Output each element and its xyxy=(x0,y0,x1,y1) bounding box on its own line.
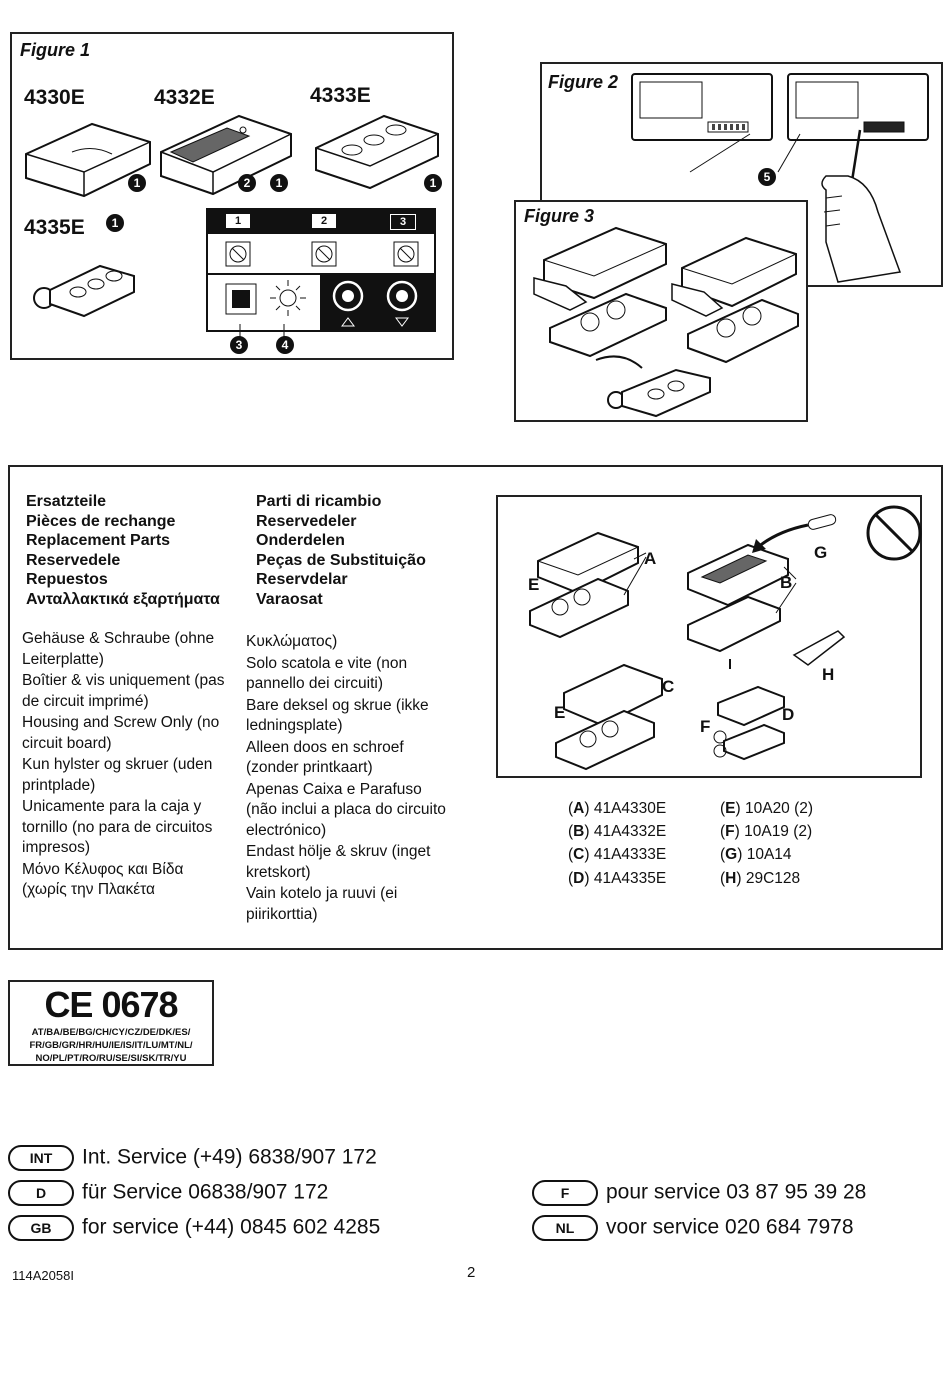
part-code: 29C128 xyxy=(745,869,801,887)
callout-1-a: 1 xyxy=(128,174,146,192)
part-letter: A xyxy=(573,800,585,817)
heading-no: Reservedeler xyxy=(256,512,357,530)
heading-nl: Onderdelen xyxy=(256,532,345,550)
part-letter: E xyxy=(725,800,736,817)
model-4333e: 4333E xyxy=(310,84,371,107)
desc-da: Kun hylster og skruer (uden printplade) xyxy=(22,756,213,794)
desc-de: Gehäuse & Schraube (ohne Leiterplatte) xyxy=(22,630,215,668)
diagram-letter-h: H xyxy=(822,665,835,684)
headings-left xyxy=(26,492,220,610)
service-nl xyxy=(532,1215,854,1241)
part-code: 41A4330E xyxy=(593,800,667,817)
descriptions-right xyxy=(246,632,456,926)
desc-it: Solo scatola e vite (non pannello dei circuiti) xyxy=(246,654,408,692)
callout-2: 2 xyxy=(238,174,256,192)
desc-el-cont: Κυκλώματος) xyxy=(246,633,338,650)
service-f xyxy=(532,1180,866,1206)
part-letter: B xyxy=(573,823,585,841)
remote-4333e-drawing xyxy=(312,106,442,196)
parts-list-right xyxy=(720,797,813,890)
part-row-b: (B) 41A4332E xyxy=(568,823,667,841)
service-text: Int. Service (+49) 6838/907 172 xyxy=(82,1145,377,1169)
desc-nl: Alleen doos en schroef (zonder printkaart) xyxy=(246,738,404,776)
desc-el: Μόνο Κέλυφος και Βίδα (χωρίς την Πλακέτα xyxy=(22,860,184,898)
heading-pt: Peças de Substituição xyxy=(256,551,426,569)
callout-3: 3 xyxy=(230,336,248,354)
part-row-f: (F) 10A19 (2) xyxy=(720,823,813,841)
diagram-letter-c: C xyxy=(662,677,675,696)
heading-es: Repuestos xyxy=(26,571,108,589)
part-letter: D xyxy=(573,869,585,887)
model-4332e: 4332E xyxy=(154,86,215,109)
service-text: for service (+44) 0845 602 4285 xyxy=(82,1215,381,1239)
country-badge-gb: GB xyxy=(8,1215,74,1241)
part-letter: C xyxy=(573,846,585,864)
indicator-dials xyxy=(208,234,434,330)
part-letter: G xyxy=(725,846,738,864)
indicator-number-2: 2 xyxy=(312,214,336,228)
indicator-number-3: 3 xyxy=(390,214,416,230)
country-badge-int: INT xyxy=(8,1145,74,1171)
service-text: voor service 020 684 7978 xyxy=(606,1215,854,1239)
ce-countries-1: AT/BA/BE/BG/CH/CY/CZ/DE/DK/ES/ xyxy=(31,1027,191,1038)
headings-right xyxy=(256,492,426,610)
desc-fi: Vain kotelo ja ruuvi (ei piirikorttia) xyxy=(246,885,398,923)
model-4335e: 4335E xyxy=(24,216,85,239)
callout-1-b: 1 xyxy=(270,174,288,192)
ce-mark-box xyxy=(8,980,214,1066)
ce-countries-3: NO/PL/PT/RO/RU/SE/SI/SK/TR/YU xyxy=(35,1053,187,1064)
desc-sv: Endast hölje & skruv (inget kretskort) xyxy=(246,843,431,881)
part-row-h: (H) 29C128 xyxy=(720,869,801,887)
diagram-letter-e1: E xyxy=(528,575,540,594)
part-code: 41A4333E xyxy=(593,846,667,864)
part-row-d: (D) 41A4335E xyxy=(568,869,667,887)
part-row-c: (C) 41A4333E xyxy=(568,846,667,864)
figure-1-label: Figure 1 xyxy=(20,40,91,60)
desc-en: Housing and Screw Only (no circuit board) xyxy=(22,714,220,752)
diagram-letter-a: A xyxy=(644,549,657,568)
ce-countries-2: FR/GB/GR/HR/HU/IE/IS/IT/LU/MT/NL/ xyxy=(29,1040,193,1051)
desc-es: Unicamente para la caja y tornillo (no para de circuitos impresos) xyxy=(22,798,213,856)
heading-fr: Pièces de rechange xyxy=(26,512,176,530)
heading-sv: Reservdelar xyxy=(256,571,348,589)
page-number: 2 xyxy=(467,1264,476,1281)
country-badge-f: F xyxy=(532,1180,598,1206)
indicator-header-bar xyxy=(208,210,434,234)
indicator-number-1: 1 xyxy=(226,214,250,228)
heading-fi: Varaosat xyxy=(256,590,323,608)
descriptions-left xyxy=(22,629,232,902)
diagram-letter-g: G xyxy=(814,543,828,562)
indicator-panel xyxy=(206,208,436,332)
model-4330e: 4330E xyxy=(24,86,85,109)
service-int xyxy=(8,1145,377,1171)
service-text: für Service 06838/907 172 xyxy=(82,1180,329,1204)
part-code: 10A20 (2) xyxy=(744,800,814,817)
heading-it: Parti di ricambio xyxy=(256,493,382,510)
desc-pt: Apenas Caixa e Parafuso (não inclui a placa do circuito electrónico) xyxy=(246,780,446,839)
figure-1-box xyxy=(10,32,454,360)
diagram-letter-d: D xyxy=(782,705,795,724)
country-badge-nl: NL xyxy=(532,1215,598,1241)
part-code: 41A4335E xyxy=(593,869,667,887)
heading-el: Ανταλλακτικά εξαρτήματα xyxy=(26,590,220,608)
figure-3-label: Figure 3 xyxy=(524,206,595,226)
country-badge-d: D xyxy=(8,1180,74,1206)
figure-2-label: Figure 2 xyxy=(548,72,619,92)
callout-1-d: 1 xyxy=(106,214,124,232)
callout-5: 5 xyxy=(758,168,776,186)
ce-mark: CE 0678 xyxy=(44,984,178,1025)
desc-no: Bare deksel og skrue (ikke ledningsplate) xyxy=(246,696,429,734)
diagram-letter-e2: E xyxy=(554,703,566,722)
part-letter: H xyxy=(725,869,737,887)
parts-diagram-box xyxy=(496,495,922,778)
part-code: 10A19 (2) xyxy=(744,823,813,841)
battery-replacement-drawings xyxy=(526,210,806,420)
heading-da: Reservedele xyxy=(26,551,121,569)
diagram-letter-f: F xyxy=(700,717,711,736)
part-code: 10A14 xyxy=(746,846,792,864)
part-row-e: (E) 10A20 (2) xyxy=(720,800,814,817)
service-text: pour service 03 87 95 39 28 xyxy=(606,1180,867,1204)
callout-1-c: 1 xyxy=(424,174,442,192)
replacement-parts-box xyxy=(8,465,943,950)
service-d xyxy=(8,1180,328,1206)
diagram-letter-b: B xyxy=(780,573,793,592)
callout-4: 4 xyxy=(276,336,294,354)
heading-de: Ersatzteile xyxy=(26,493,107,510)
heading-en: Replacement Parts xyxy=(26,532,171,550)
document-number: 114A2058I xyxy=(12,1268,74,1283)
desc-fr: Boîtier & vis uniquement (pas de circuit imprimé) xyxy=(22,672,225,710)
remote-4335e-drawing xyxy=(30,248,140,318)
part-row-g: (G) 10A14 xyxy=(720,846,792,864)
figure-3-box xyxy=(514,200,808,422)
parts-list-left xyxy=(568,797,666,890)
part-code: 41A4332E xyxy=(593,823,667,841)
service-gb xyxy=(8,1215,380,1241)
part-letter: F xyxy=(725,823,735,841)
part-row-a: (A) 41A4330E xyxy=(568,800,667,817)
